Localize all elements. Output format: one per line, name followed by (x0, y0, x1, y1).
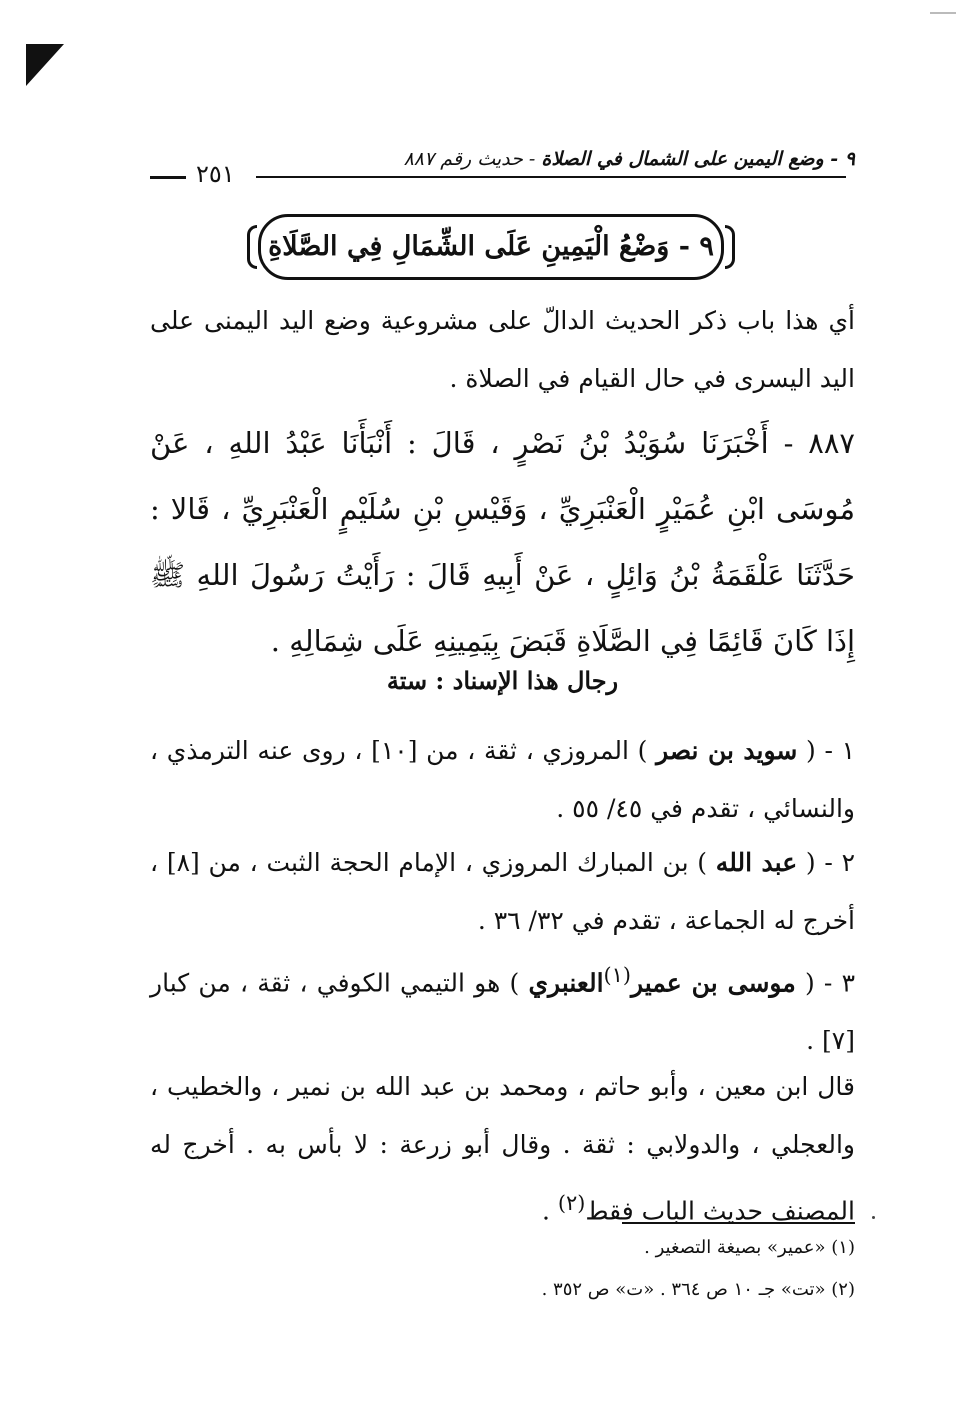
footnote-rule (622, 1222, 855, 1224)
page-number: ٢٥١ (196, 160, 235, 188)
running-head (150, 148, 855, 188)
running-head-chapter: ٩ - وضع اليمين على الشمال في الصلاة (541, 148, 855, 170)
narrators-heading: رجال هذا الإسناد : ستة (386, 666, 619, 695)
narrator-name: سويد بن نصر (656, 736, 798, 765)
narrator-entry-3 (150, 946, 855, 1070)
footnote-ref: (٢) (557, 1191, 586, 1215)
narrator-entry-2 (150, 834, 855, 950)
running-head-dash (150, 176, 186, 179)
footnote-1: (١) «عمير» بصيغة التصغير . (644, 1237, 855, 1258)
hadith-text: ٨٨٧ - أَخْبَرَنَا سُوَيْدُ بْنُ نَصْرٍ ، قَالَ : أَنْبَأَنَا عَبْدُ اللهِ ، عَنْ مُوسَى ابْنِ عُمَيْرٍ الْعَنْبَرِيِّ ، وَقَيْسِ بْنِ سُلَيْمٍ الْعَنْبَرِيِّ ، قَالا : حَدَّثَنَا عَلْقَمَةُ بْنُ وَائِلٍ ، عَنْ أَبِيهِ قَالَ : رَأَيْتُ رَسُولَ اللهِ ﷺ إِذَا كَانَ قَائِمًا فِي الصَّلَاةِ قَبَضَ بِيَمِينِهِ عَلَى شِمَالِهِ . (150, 426, 855, 658)
intro-paragraph: أي هذا باب ذكر الحديث الدالّ على مشروعية وضع اليد اليمنى على اليد اليسرى في حال القيام في الصلاة . (150, 306, 855, 393)
corner-triangle-mark (26, 44, 64, 86)
narrator-name: موسى بن عمير (631, 968, 796, 998)
entry-prefix: ١ - ( (797, 736, 856, 765)
running-head-rule (256, 176, 846, 178)
running-head-hadith-ref: - حديث رقم ٨٨٧ (403, 148, 542, 170)
quote-end: . (541, 1196, 558, 1226)
narrator-entry-1 (150, 722, 855, 838)
footnote-2: (٢) «تت» جـ ١٠ ص ٣٦٤ . «ت» ص ٣٥٢ . (541, 1279, 855, 1300)
quote-text: قال ابن معين ، وأبو حاتم ، ومحمد بن عبد الله بن نمير ، والخطيب ، والعجلي ، والدولابي : ثقة . وقال أبو زرعة : لا بأس به . أخرج له المصنف حديث الباب فقط (150, 1072, 855, 1226)
narrator-name-2: العنبري (528, 968, 604, 998)
scan-mark (930, 12, 956, 14)
narrator-name: عبد الله (715, 848, 798, 877)
footnote-ref: (١) (603, 963, 631, 987)
entry-prefix: ٢ - ( (797, 848, 856, 877)
chapter-title: ٩ - وَضْعُ الْيَمِينِ عَلَى الشِّمَالِ فِي الصَّلَاةِ (268, 231, 714, 262)
entry-text: ) هو التيمي الكوفي ، ثقة ، من كبار [٧] . (150, 968, 855, 1056)
entry-text: ) بن المبارك المروزي ، الإمام الحجة الثبت ، من [٨] ، أخرج له الجماعة ، تقدم في ٣٢/ ٣٦ . (150, 848, 855, 935)
running-head-title (404, 148, 855, 170)
entry-text: ) المروزي ، ثقة ، من [١٠] ، روى عنه الترمذي ، والنسائي ، تقدم في ٤٥/ ٥٥ . (150, 736, 855, 823)
chapter-title-frame (258, 214, 724, 280)
margin-dot (872, 1216, 875, 1219)
entry-prefix: ٣ - ( (795, 968, 855, 998)
quote-paragraph (150, 1058, 855, 1240)
